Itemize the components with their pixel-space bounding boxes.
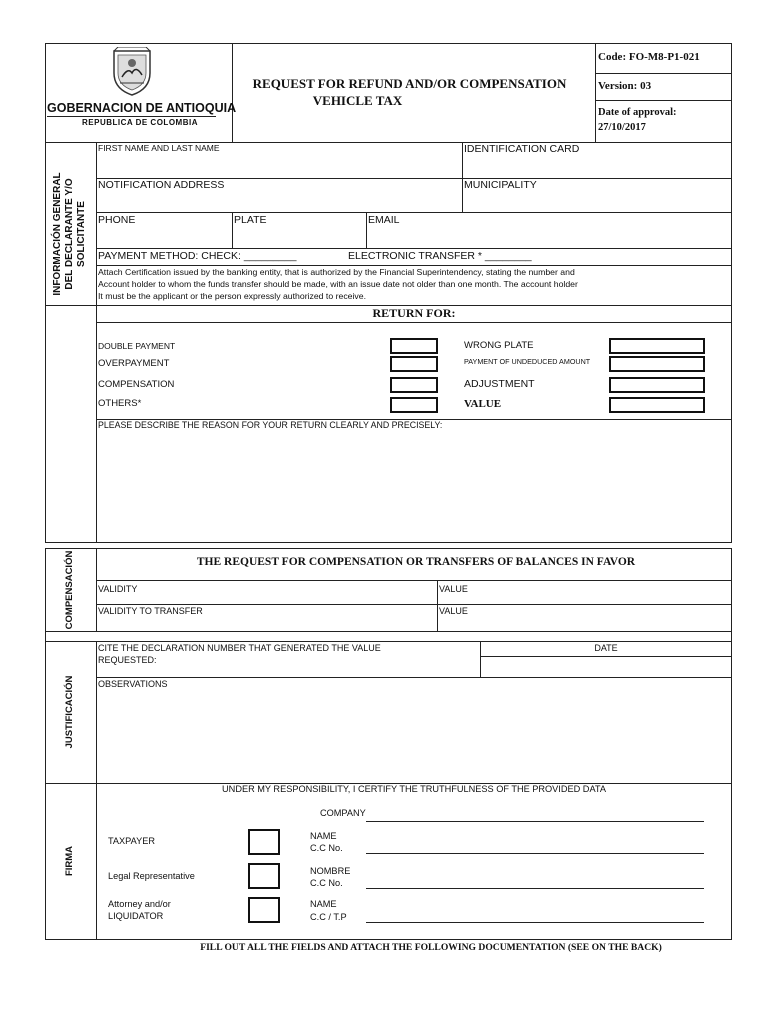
first-name-field[interactable]: FIRST NAME AND LAST NAME — [98, 143, 220, 153]
validity-value-field[interactable]: VALUE — [439, 584, 468, 594]
overpayment-label: OVERPAYMENT — [98, 358, 170, 369]
date-input[interactable] — [481, 657, 731, 676]
taxpayer-fingerprint-box[interactable] — [248, 829, 280, 855]
cite-declaration-line1: CITE THE DECLARATION NUMBER THAT GENERATED THE VALUE — [98, 643, 381, 653]
form-title: REQUEST FOR REFUND AND/OR COMPENSATION — [252, 76, 567, 91]
value-label: VALUE — [464, 398, 502, 410]
attach-note-line2: Account holder to whom the funds transfer should be made, with an issue date not older than one month. The account holder — [98, 279, 578, 289]
phone-field[interactable]: PHONE — [98, 214, 136, 226]
describe-reason-area[interactable] — [97, 432, 731, 541]
validity-transfer-field[interactable]: VALIDITY TO TRANSFER — [98, 606, 203, 616]
form-code: Code: FO-M8-P1-021 — [598, 51, 700, 63]
legal-rep-signature-line[interactable] — [366, 888, 704, 889]
approval-label: Date of approval: — [598, 107, 677, 118]
observations-label: OBSERVATIONS — [98, 679, 168, 689]
others-label: OTHERS* — [98, 398, 142, 409]
attach-note-line1: Attach Certification issued by the banking entity, that is authorized by the Financial Superintendency, stating the number and — [98, 267, 575, 277]
undeducted-checkbox[interactable] — [609, 356, 705, 372]
compensation-label: COMPENSATION — [98, 379, 175, 390]
double-payment-checkbox[interactable] — [390, 338, 438, 354]
validity-field[interactable]: VALIDITY — [98, 584, 138, 594]
attorney-label-1: Attorney and/or — [108, 899, 171, 909]
municipality-field[interactable]: MUNICIPALITY — [464, 179, 537, 191]
overpayment-checkbox[interactable] — [390, 356, 438, 372]
company-line[interactable] — [366, 821, 704, 822]
attorney-cc-label: C.C / T.P — [310, 912, 347, 922]
form-subtitle: VEHICLE TAX — [312, 93, 403, 108]
company-label: COMPANY — [320, 808, 366, 818]
org-name: GOBERNACION DE ANTIOQUIA — [47, 101, 237, 115]
form-version: Version: 03 — [598, 80, 652, 92]
taxpayer-label: TAXPAYER — [108, 836, 155, 846]
certify-statement: UNDER MY RESPONSIBILITY, I CERTIFY THE TRUTHFULNESS OF THE PROVIDED DATA — [222, 784, 606, 794]
date-label: DATE — [594, 643, 618, 653]
notification-address-field[interactable]: NOTIFICATION ADDRESS — [98, 179, 225, 191]
adjustment-label: ADJUSTMENT — [464, 378, 535, 390]
observations-area[interactable] — [97, 691, 731, 783]
firma-side-label: FIRMA — [64, 845, 75, 877]
value-input[interactable] — [609, 397, 705, 413]
attorney-fingerprint-box[interactable] — [248, 897, 280, 923]
attach-note-line3: It must be the applicant or the person expressly authorized to receive. — [98, 291, 367, 301]
taxpayer-name-label: NAME — [310, 831, 337, 841]
validity-transfer-value-field[interactable]: VALUE — [439, 606, 468, 616]
wrong-plate-checkbox[interactable] — [609, 338, 705, 354]
taxpayer-signature-line[interactable] — [366, 853, 704, 854]
wrong-plate-label: WRONG PLATE — [464, 340, 534, 351]
legal-rep-label: Legal Representative — [108, 871, 195, 881]
attorney-name-label: NAME — [310, 899, 337, 909]
id-card-field[interactable]: IDENTIFICATION CARD — [464, 143, 580, 155]
footer-note: FILL OUT ALL THE FIELDS AND ATTACH THE FOLLOWING DOCUMENTATION (SEE ON THE BACK) — [200, 942, 662, 953]
attorney-signature-line[interactable] — [366, 922, 704, 923]
justificacion-side-label: JUSTIFICACIÓN — [64, 675, 75, 749]
describe-reason-label: PLEASE DESCRIBE THE REASON FOR YOUR RETURN CLEARLY AND PRECISELY: — [98, 420, 443, 430]
compensacion-title: THE REQUEST FOR COMPENSATION OR TRANSFERS OF BALANCES IN FAVOR — [196, 556, 636, 568]
cite-declaration-line2: REQUESTED: — [98, 655, 157, 665]
coat-of-arms-logo — [110, 47, 154, 97]
approval-date: 27/10/2017 — [598, 122, 646, 133]
electronic-transfer[interactable]: ELECTRONIC TRANSFER * ________ — [348, 250, 532, 262]
undeducted-label: PAYMENT OF UNDEDUCED AMOUNT — [464, 357, 591, 366]
double-payment-label: DOUBLE PAYMENT — [98, 341, 176, 351]
legal-rep-cc-label: C.C No. — [310, 878, 343, 888]
legal-rep-fingerprint-box[interactable] — [248, 863, 280, 889]
taxpayer-cc-label: C.C No. — [310, 843, 343, 853]
adjustment-checkbox[interactable] — [609, 377, 705, 393]
compensation-checkbox[interactable] — [390, 377, 438, 393]
plate-field[interactable]: PLATE — [234, 214, 267, 226]
general-info-side-label: INFORMACIÓN GENERAL DEL DECLARANTE Y/O SOLICITANTE — [52, 172, 87, 296]
email-field[interactable]: EMAIL — [368, 214, 400, 226]
legal-rep-name-label: NOMBRE — [310, 866, 351, 876]
org-subtitle: REPUBLICA DE COLOMBIA — [82, 118, 198, 127]
compensacion-side-label: COMPENSACIÓN — [64, 550, 75, 630]
attorney-label-2: LIQUIDATOR — [108, 911, 164, 921]
return-for-title: RETURN FOR: — [372, 306, 456, 320]
others-checkbox[interactable] — [390, 397, 438, 413]
payment-method-check[interactable]: PAYMENT METHOD: CHECK: _________ — [98, 250, 297, 262]
